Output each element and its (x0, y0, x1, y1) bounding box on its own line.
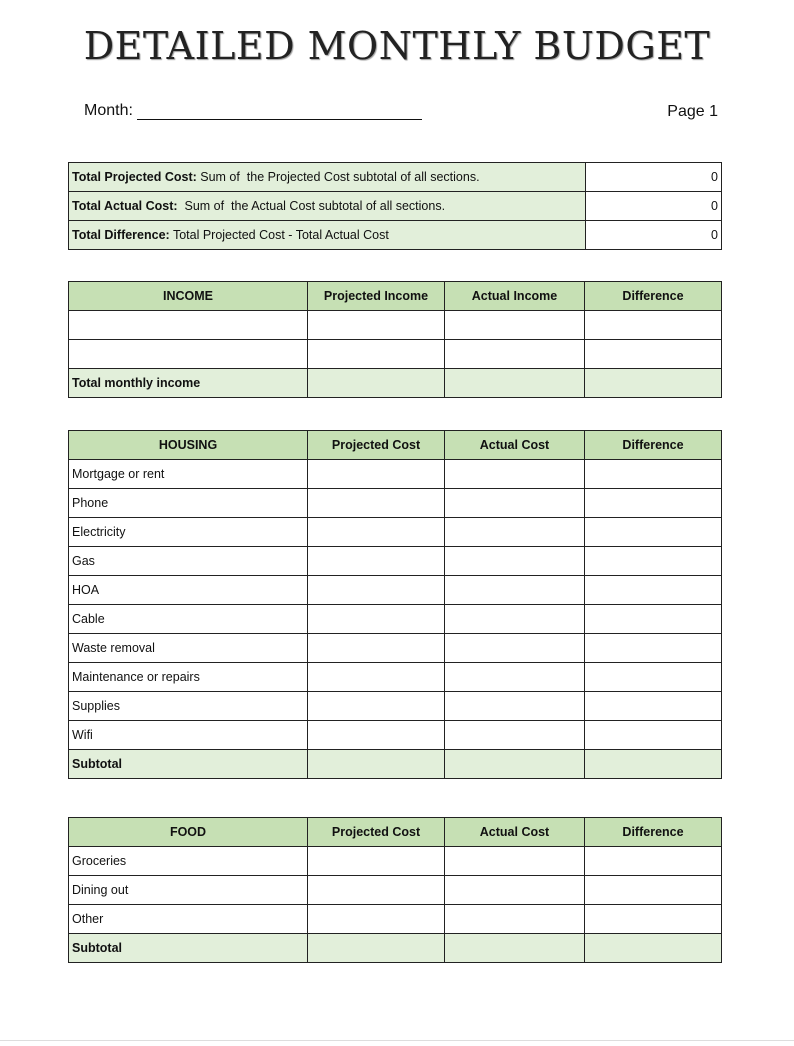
summary-row (69, 192, 722, 221)
housing-table (68, 430, 722, 779)
difference-cell[interactable] (585, 692, 722, 721)
difference-cell[interactable] (585, 934, 722, 963)
projected-cell[interactable] (308, 847, 445, 876)
summary-label-text: Total Projected Cost - Total Actual Cost (169, 228, 389, 242)
summary-table (68, 162, 722, 250)
difference-cell[interactable] (585, 489, 722, 518)
difference-cell[interactable] (585, 576, 722, 605)
item-label: Gas (69, 547, 308, 576)
housing-row (69, 663, 722, 692)
subtotal-label: Subtotal (69, 934, 308, 963)
income-table (68, 281, 722, 398)
food-header-row (69, 818, 722, 847)
item-label: Waste removal (69, 634, 308, 663)
actual-cell[interactable] (445, 847, 585, 876)
food-row (69, 876, 722, 905)
income-source-cell[interactable] (69, 311, 308, 340)
actual-cell[interactable] (445, 576, 585, 605)
projected-cell[interactable] (308, 547, 445, 576)
food-row (69, 905, 722, 934)
housing-row (69, 460, 722, 489)
income-total-row (69, 369, 722, 398)
income-row (69, 311, 722, 340)
food-table (68, 817, 722, 963)
item-label: HOA (69, 576, 308, 605)
item-label: Wifi (69, 721, 308, 750)
summary-value: 0 (586, 192, 722, 221)
page-edge (0, 1040, 794, 1041)
housing-header-row (69, 431, 722, 460)
month-label: Month: (84, 102, 133, 119)
projected-cell[interactable] (308, 489, 445, 518)
projected-cell[interactable] (308, 692, 445, 721)
projected-cell[interactable] (308, 460, 445, 489)
actual-cell[interactable] (445, 518, 585, 547)
item-label: Dining out (69, 876, 308, 905)
difference-cell[interactable] (585, 721, 722, 750)
page-title: DETAILED MONTHLY BUDGET (83, 24, 711, 68)
difference-cell[interactable] (585, 634, 722, 663)
actual-cell[interactable] (445, 460, 585, 489)
difference-cell[interactable] (585, 905, 722, 934)
actual-cell[interactable] (445, 489, 585, 518)
summary-label (69, 163, 586, 192)
actual-cell[interactable] (445, 876, 585, 905)
difference-cell[interactable] (585, 518, 722, 547)
item-label: Other (69, 905, 308, 934)
difference-cell[interactable] (585, 547, 722, 576)
housing-row (69, 489, 722, 518)
projected-cell[interactable] (308, 634, 445, 663)
item-label: Electricity (69, 518, 308, 547)
summary-label-bold: Total Projected Cost: (72, 170, 197, 184)
summary-label-bold: Total Actual Cost: (72, 199, 178, 213)
projected-cell[interactable] (308, 605, 445, 634)
difference-cell[interactable] (585, 750, 722, 779)
actual-cell[interactable] (445, 663, 585, 692)
summary-label (69, 192, 586, 221)
projected-cell[interactable] (308, 905, 445, 934)
housing-row (69, 605, 722, 634)
projected-cell[interactable] (308, 934, 445, 963)
item-label: Mortgage or rent (69, 460, 308, 489)
projected-cell[interactable] (308, 876, 445, 905)
item-label: Groceries (69, 847, 308, 876)
subtotal-label: Subtotal (69, 750, 308, 779)
difference-cell[interactable] (585, 340, 722, 369)
actual-income-header: Actual Income (445, 282, 585, 311)
food-row (69, 847, 722, 876)
housing-row (69, 547, 722, 576)
actual-cell[interactable] (445, 750, 585, 779)
actual-cell[interactable] (445, 369, 585, 398)
projected-cell[interactable] (308, 576, 445, 605)
housing-row (69, 692, 722, 721)
projected-cost-header: Projected Cost (308, 818, 445, 847)
projected-cost-header: Projected Cost (308, 431, 445, 460)
food-header: FOOD (69, 818, 308, 847)
income-source-cell[interactable] (69, 340, 308, 369)
summary-label-text: Sum of the Actual Cost subtotal of all sections. (177, 199, 446, 213)
difference-cell[interactable] (585, 847, 722, 876)
housing-row (69, 634, 722, 663)
actual-cell[interactable] (445, 721, 585, 750)
summary-row (69, 221, 722, 250)
projected-cell[interactable] (308, 369, 445, 398)
actual-cell[interactable] (445, 905, 585, 934)
item-label: Cable (69, 605, 308, 634)
actual-cell[interactable] (445, 340, 585, 369)
difference-cell[interactable] (585, 605, 722, 634)
summary-label-text: Sum of the Projected Cost subtotal of all sections. (196, 170, 480, 184)
total-income-label: Total monthly income (69, 369, 308, 398)
food-subtotal-row (69, 934, 722, 963)
housing-row (69, 518, 722, 547)
page-number: Page 1 (667, 103, 718, 120)
projected-cell[interactable] (308, 663, 445, 692)
actual-cell[interactable] (445, 547, 585, 576)
projected-cell[interactable] (308, 518, 445, 547)
summary-value: 0 (586, 221, 722, 250)
difference-header: Difference (585, 431, 722, 460)
actual-cell[interactable] (445, 605, 585, 634)
actual-cell[interactable] (445, 692, 585, 721)
projected-income-header: Projected Income (308, 282, 445, 311)
difference-cell[interactable] (585, 311, 722, 340)
difference-cell[interactable] (585, 876, 722, 905)
difference-header: Difference (585, 818, 722, 847)
housing-row (69, 721, 722, 750)
projected-cell[interactable] (308, 340, 445, 369)
income-header: INCOME (69, 282, 308, 311)
projected-cell[interactable] (308, 750, 445, 779)
projected-cell[interactable] (308, 311, 445, 340)
difference-header: Difference (585, 282, 722, 311)
income-row (69, 340, 722, 369)
item-label: Supplies (69, 692, 308, 721)
summary-label-bold: Total Difference: (72, 228, 170, 242)
difference-cell[interactable] (585, 369, 722, 398)
summary-row (69, 163, 722, 192)
summary-label (69, 221, 586, 250)
housing-row (69, 576, 722, 605)
actual-cost-header: Actual Cost (445, 818, 585, 847)
month-field[interactable] (84, 101, 422, 120)
income-header-row (69, 282, 722, 311)
difference-cell[interactable] (585, 663, 722, 692)
item-label: Phone (69, 489, 308, 518)
actual-cell[interactable] (445, 311, 585, 340)
month-input-line[interactable] (137, 101, 422, 120)
item-label: Maintenance or repairs (69, 663, 308, 692)
actual-cost-header: Actual Cost (445, 431, 585, 460)
housing-header: HOUSING (69, 431, 308, 460)
housing-subtotal-row (69, 750, 722, 779)
difference-cell[interactable] (585, 460, 722, 489)
summary-value: 0 (586, 163, 722, 192)
projected-cell[interactable] (308, 721, 445, 750)
actual-cell[interactable] (445, 634, 585, 663)
actual-cell[interactable] (445, 934, 585, 963)
